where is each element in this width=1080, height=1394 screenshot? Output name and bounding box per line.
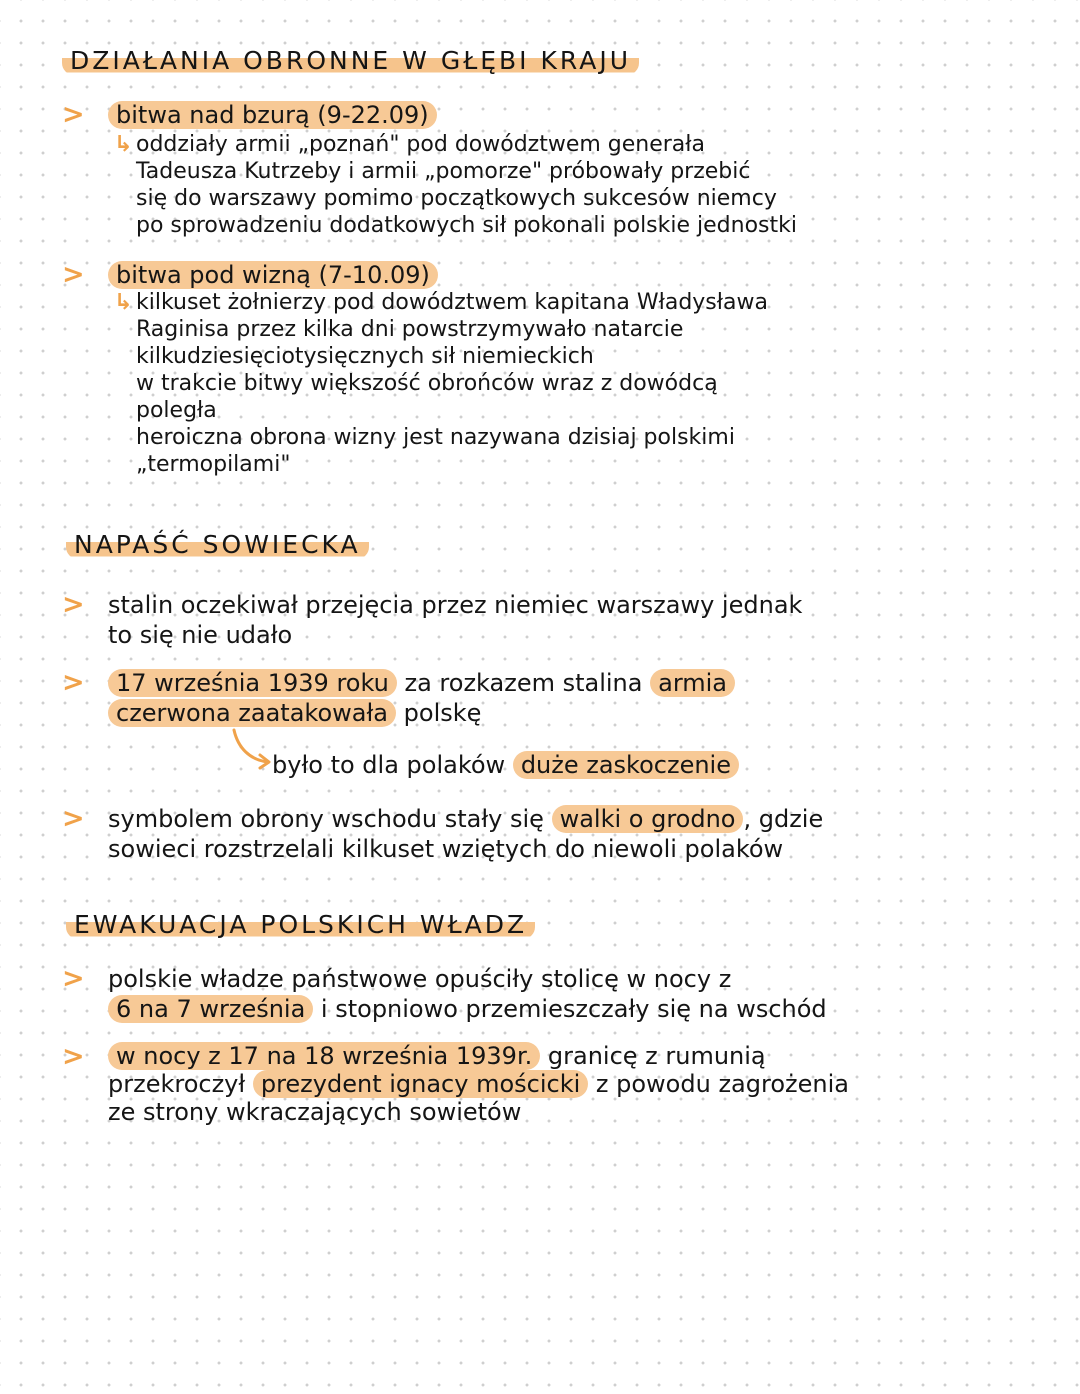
- text-span: było to dla polaków: [272, 751, 513, 779]
- wizna-title: [108, 260, 1058, 290]
- highlight: prezydent ignacy mościcki: [253, 1070, 588, 1098]
- curved-arrow-icon: [228, 726, 278, 770]
- soviet-point-1: [108, 590, 1058, 650]
- text-span: granicę z rumunią: [540, 1042, 766, 1070]
- text-line: ze strony wkraczających sowietów: [108, 1098, 522, 1126]
- text-line: [108, 1042, 1058, 1070]
- highlight: w nocy z 17 na 18 września 1939r.: [108, 1042, 540, 1070]
- text-line: [108, 804, 1058, 834]
- bzura-title: [108, 100, 1058, 130]
- bullet-marker: >: [62, 99, 85, 130]
- text-span: przekroczył: [108, 1070, 253, 1098]
- highlight: walki o grodno: [552, 805, 744, 833]
- section-heading-soviet: [66, 530, 369, 560]
- bullet-marker: >: [62, 1041, 85, 1072]
- highlight: 6 na 7 września: [108, 995, 313, 1023]
- bullet-marker: >: [62, 667, 85, 698]
- text-span: z powodu zagrożenia: [588, 1070, 849, 1098]
- text-span: symbolem obrony wschodu stały się: [108, 805, 552, 833]
- text-line: [108, 1070, 1058, 1098]
- highlight: 17 września 1939 roku: [108, 669, 397, 697]
- text-line: stalin oczekiwał przejęcia przez niemiec warszawy jednak: [108, 591, 803, 619]
- sub-arrow-icon: ↳: [114, 132, 133, 157]
- evac-point-1: [108, 964, 1058, 1024]
- wizna-line: kilkudziesięciotysięcznych sił niemieckich: [136, 344, 594, 369]
- wizna-description: [136, 289, 1061, 478]
- bzura-line: po sprowadzeniu dodatkowych sił pokonali polskie jednostki: [136, 213, 797, 238]
- text-line: sowieci rozstrzelali kilkuset wziętych do niewoli polaków: [108, 835, 784, 863]
- text-line: polskie władze państwowe opuściły stolicę w nocy z: [108, 965, 732, 993]
- text-span: , gdzie: [743, 805, 824, 833]
- soviet-point-3: [108, 804, 1058, 864]
- text-span: polskę: [396, 699, 482, 727]
- bullet-marker: >: [62, 259, 85, 290]
- soviet-point-2: [108, 668, 1058, 728]
- highlight: czerwona zaatakowała: [108, 699, 396, 727]
- bzura-line: się do warszawy pomimo początkowych sukcesów niemcy: [136, 186, 777, 211]
- highlight: duże zaskoczenie: [513, 751, 739, 779]
- highlight: bitwa nad bzurą (9-22.09): [108, 101, 437, 129]
- bullet-marker: >: [62, 963, 85, 994]
- bullet-marker: >: [62, 803, 85, 834]
- section-heading-evacuation: [66, 910, 535, 940]
- text-line: [108, 994, 1058, 1024]
- bzura-line: Tadeusza Kutrzeby i armii „pomorze" próbowały przebić: [136, 159, 751, 184]
- wizna-line: w trakcie bitwy większość obrońców wraz z dowódcą: [136, 371, 718, 396]
- wizna-line: „termopilami": [136, 452, 291, 477]
- text-line: [108, 698, 1058, 728]
- sub-arrow-icon: ↳: [114, 290, 133, 315]
- heading-highlight: NAPAŚĆ SOWIECKA: [66, 530, 369, 559]
- bullet-marker: >: [62, 589, 85, 620]
- text-span: za rozkazem stalina: [396, 669, 651, 697]
- text-line: [108, 668, 1058, 698]
- section-heading-defense: [62, 46, 639, 76]
- bzura-description: [136, 131, 1061, 239]
- highlight: armia: [650, 669, 735, 697]
- wizna-line: Raginisa przez kilka dni powstrzymywało natarcie: [136, 317, 684, 342]
- heading-highlight: DZIAŁANIA OBRONNE W GŁĘBI KRAJU: [62, 46, 639, 75]
- wizna-line: kilkuset żołnierzy pod dowództwem kapitana Władysława: [136, 290, 768, 315]
- text-span: i stopniowo przemieszczały się na wschód: [313, 995, 827, 1023]
- bzura-line: oddziały armii „poznań" pod dowództwem generała: [136, 132, 706, 157]
- highlight: bitwa pod wizną (7-10.09): [108, 261, 438, 289]
- wizna-line: heroiczna obrona wizny jest nazywana dzisiaj polskimi: [136, 425, 735, 450]
- text-line: to się nie udało: [108, 621, 293, 649]
- evac-point-2: [108, 1042, 1058, 1126]
- soviet-point-2-note: [272, 750, 739, 780]
- heading-highlight: EWAKUACJA POLSKICH WŁADZ: [66, 910, 535, 939]
- wizna-line: poległa: [136, 398, 217, 423]
